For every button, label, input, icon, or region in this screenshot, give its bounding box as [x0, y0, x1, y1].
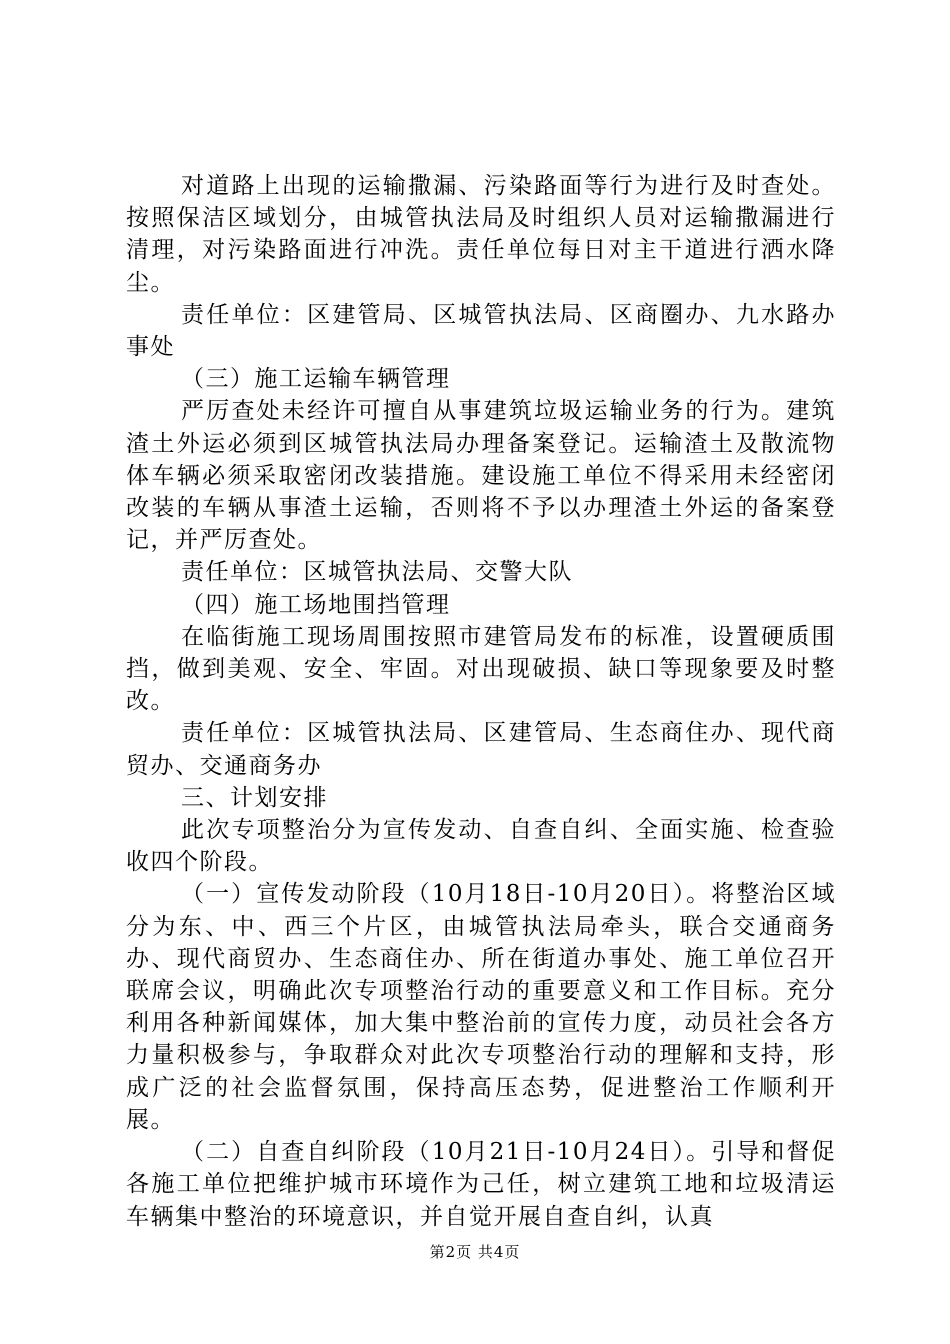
- paragraph-responsibility-2: 责任单位：区城管执法局、交警大队: [181, 559, 573, 586]
- heading-vehicle-management: （三）施工运输车辆管理: [181, 366, 451, 393]
- heading-site-enclosure: （四）施工场地围挡管理: [181, 591, 451, 618]
- page-number-footer: 第2页 共4页: [429, 1243, 521, 1261]
- paragraph-phase-self-check: （二）自查自纠阶段（10月21日-10月24日）。引导和督促各施工单位把维护城市环境作为己任，树立建筑工地和垃圾清运车辆集中整治的环境意识，并自觉开展自查自纠，认真: [126, 1139, 836, 1230]
- document-body: [126, 170, 836, 1233]
- paragraph-responsibility-1: 责任单位：区建管局、区城管执法局、区商圈办、九水路办事处: [126, 301, 836, 361]
- paragraph-site-enclosure: 在临街施工现场周围按照市建管局发布的标准，设置硬质围挡，做到美观、安全、牢固。对出现破损、缺口等现象要及时整改。: [126, 623, 836, 715]
- paragraph-responsibility-3: 责任单位：区城管执法局、区建管局、生态商住办、现代商贸办、交通商务办: [126, 720, 836, 779]
- paragraph-plan-overview: 此次专项整治分为宣传发动、自查自纠、全面实施、检查验收四个阶段。: [126, 817, 836, 876]
- paragraph-vehicle-management: 严厉查处未经许可擅自从事建筑垃圾运输业务的行为。建筑渣土外运必须到区城管执法局办理备案登记。运输渣土及散流物体车辆必须采取密闭改装措施。建设施工单位不得采用未经密闭改装的车辆从事渣土运输，否则将不予以办理渣土外运的备案登记，并严厉查处。: [126, 398, 836, 554]
- paragraph-phase-publicity: （一）宣传发动阶段（10月18日-10月20日）。将整治区域分为东、中、西三个片区，由城管执法局牵头，联合交通商务办、现代商贸办、生态商住办、所在街道办事处、施工单位召开联席会议，明确此次专项整治行动的重要意义和工作目标。充分利用各种新闻媒体，加大集中整治前的宣传力度，动员社会各方力量积极参与，争取群众对此次专项整治行动的理解和支持，形成广泛的社会监督氛围，保持高压态势，促进整治工作顺利开展。: [126, 881, 836, 1133]
- heading-plan-arrangement: 三、计划安排: [181, 784, 328, 811]
- paragraph-road-spill: 对道路上出现的运输撒漏、污染路面等行为进行及时查处。按照保洁区域划分，由城管执法局及时组织人员对运输撒漏进行清理，对污染路面进行冲洗。责任单位每日对主干道进行洒水降尘。: [126, 173, 836, 296]
